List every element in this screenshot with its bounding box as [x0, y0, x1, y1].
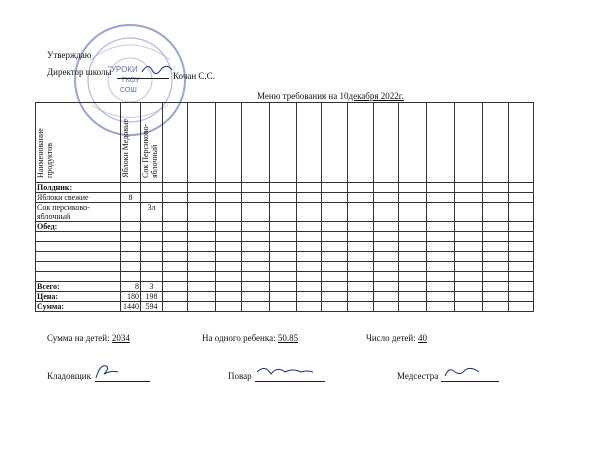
menu-table	[35, 102, 534, 312]
row-label: Полдник:	[36, 183, 121, 193]
director-label: Директор школы	[47, 67, 112, 77]
menu-title: Меню требования на 10декабря 2022г.	[257, 91, 404, 101]
totals-row-sum: Сумма: 1440 594	[36, 302, 534, 312]
sum-label: Сумма:	[36, 302, 121, 312]
approve-label: Утверждаю	[47, 50, 92, 60]
cook-signature	[255, 362, 315, 382]
row-label: Обед:	[36, 222, 121, 232]
price-label: Цена:	[36, 292, 121, 302]
director-name: Кочан С.С.	[173, 71, 215, 81]
totals-row-total: Всего: 8 3	[36, 282, 534, 292]
table-row	[36, 222, 534, 232]
table-row	[36, 242, 534, 252]
cook-label: Повар	[228, 371, 252, 381]
children-count: Число детей: 40	[366, 333, 427, 343]
row-label: Яблоки свежие	[36, 193, 121, 203]
table-header-row	[36, 103, 534, 183]
table-row	[36, 272, 534, 282]
header-cell-product-2: Сок Персиково-яблочный	[141, 103, 163, 183]
sum-children: Сумма на детей: 2034	[47, 333, 130, 343]
stamp-text-mid: ГКОУ	[122, 77, 140, 84]
nurse-signature	[443, 362, 483, 382]
table-row	[36, 183, 534, 193]
director-signature	[140, 60, 174, 78]
row-label: Сок персиково-яблочный	[36, 203, 121, 222]
table-row	[36, 232, 534, 242]
table-row	[36, 262, 534, 272]
totals-row-price: Цена: 180 198	[36, 292, 534, 302]
header-cell-product-1: Яблоки Медовые	[121, 103, 141, 183]
nurse-label: Медсестра	[397, 371, 439, 381]
table-row	[36, 252, 534, 262]
per-child: На одного ребенка: 50.85	[202, 333, 299, 343]
total-label: Всего:	[36, 282, 121, 292]
storekeeper-label: Кладовщик	[47, 371, 91, 381]
stamp-text-top: "УРОКИ	[108, 65, 138, 74]
table-row: Яблоки свежие 8	[36, 193, 534, 203]
table-row: Сок персиково-яблочный 3л	[36, 203, 534, 222]
storekeeper-signature	[92, 360, 132, 382]
header-cell-label: Наименование продуктов	[36, 103, 121, 183]
stamp-text-bottom: СОШ	[120, 87, 137, 94]
